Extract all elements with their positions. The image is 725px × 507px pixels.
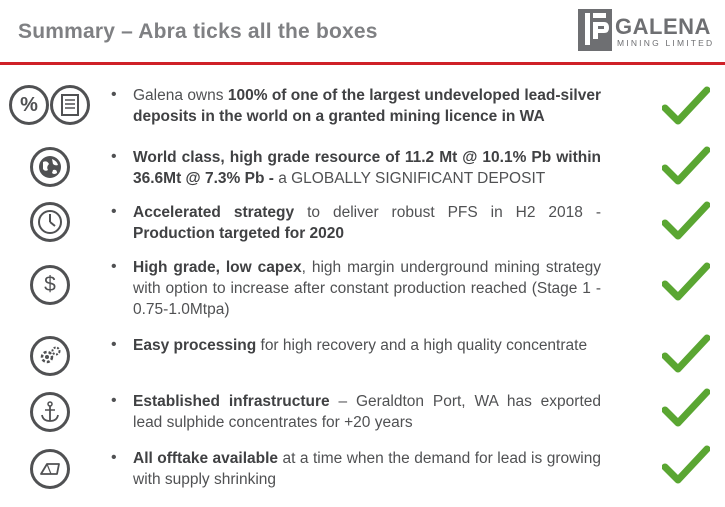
percent-icon: % — [9, 85, 49, 125]
gears-icon — [30, 336, 70, 376]
bullet: • — [111, 86, 117, 103]
summary-text: Accelerated strategy to deliver robust PFS in H2 2018 - Production targeted for 2020 — [133, 204, 601, 242]
document-icon — [50, 85, 90, 125]
bullet: • — [111, 336, 117, 353]
globe-icon — [30, 147, 70, 187]
bullet: • — [111, 148, 117, 165]
logo-name: GALENA — [615, 14, 711, 39]
checkmark-icon — [662, 86, 710, 126]
dollar-icon: $ — [30, 265, 70, 305]
clock-icon — [30, 202, 70, 242]
bullet: • — [111, 203, 117, 220]
bullet: • — [111, 258, 117, 275]
checkmark-icon — [662, 334, 710, 374]
summary-text: Established infrastructure – Geraldton Port, WA has exported lead sulphide concentrates for +20 years — [133, 393, 601, 431]
page-title: Summary – Abra ticks all the boxes — [18, 20, 378, 43]
summary-text: Easy processing for high recovery and a high quality concentrate — [133, 337, 588, 354]
summary-text: All offtake available at a time when the demand for lead is growing with supply shrinking — [133, 450, 601, 488]
checkmark-icon — [662, 445, 710, 485]
bullet: • — [111, 392, 117, 409]
checkmark-icon — [662, 201, 710, 241]
company-logo — [577, 8, 719, 54]
logo-subtitle: MINING LIMITED — [617, 38, 715, 48]
summary-text: High grade, low capex, high margin underground mining strategy with option to increase after constant production reached (Stage 1 - 0.75-1.0Mtpa) — [133, 259, 601, 318]
checkmark-icon — [662, 262, 710, 302]
summary-text: Galena owns 100% of one of the largest undeveloped lead-silver deposits in the world on a granted mining licence in WA — [133, 87, 601, 125]
summary-text: World class, high grade resource of 11.2 Mt @ 10.1% Pb within 36.6Mt @ 7.3% Pb - a GLOBALLY SIGNIFICANT DEPOSIT — [133, 149, 601, 187]
bullet: • — [111, 449, 117, 466]
checkmark-icon — [662, 388, 710, 428]
ingot-icon — [30, 449, 70, 489]
anchor-icon — [30, 392, 70, 432]
header-divider — [0, 62, 725, 65]
galena-logo-mark-icon — [577, 8, 613, 52]
checkmark-icon — [662, 146, 710, 186]
